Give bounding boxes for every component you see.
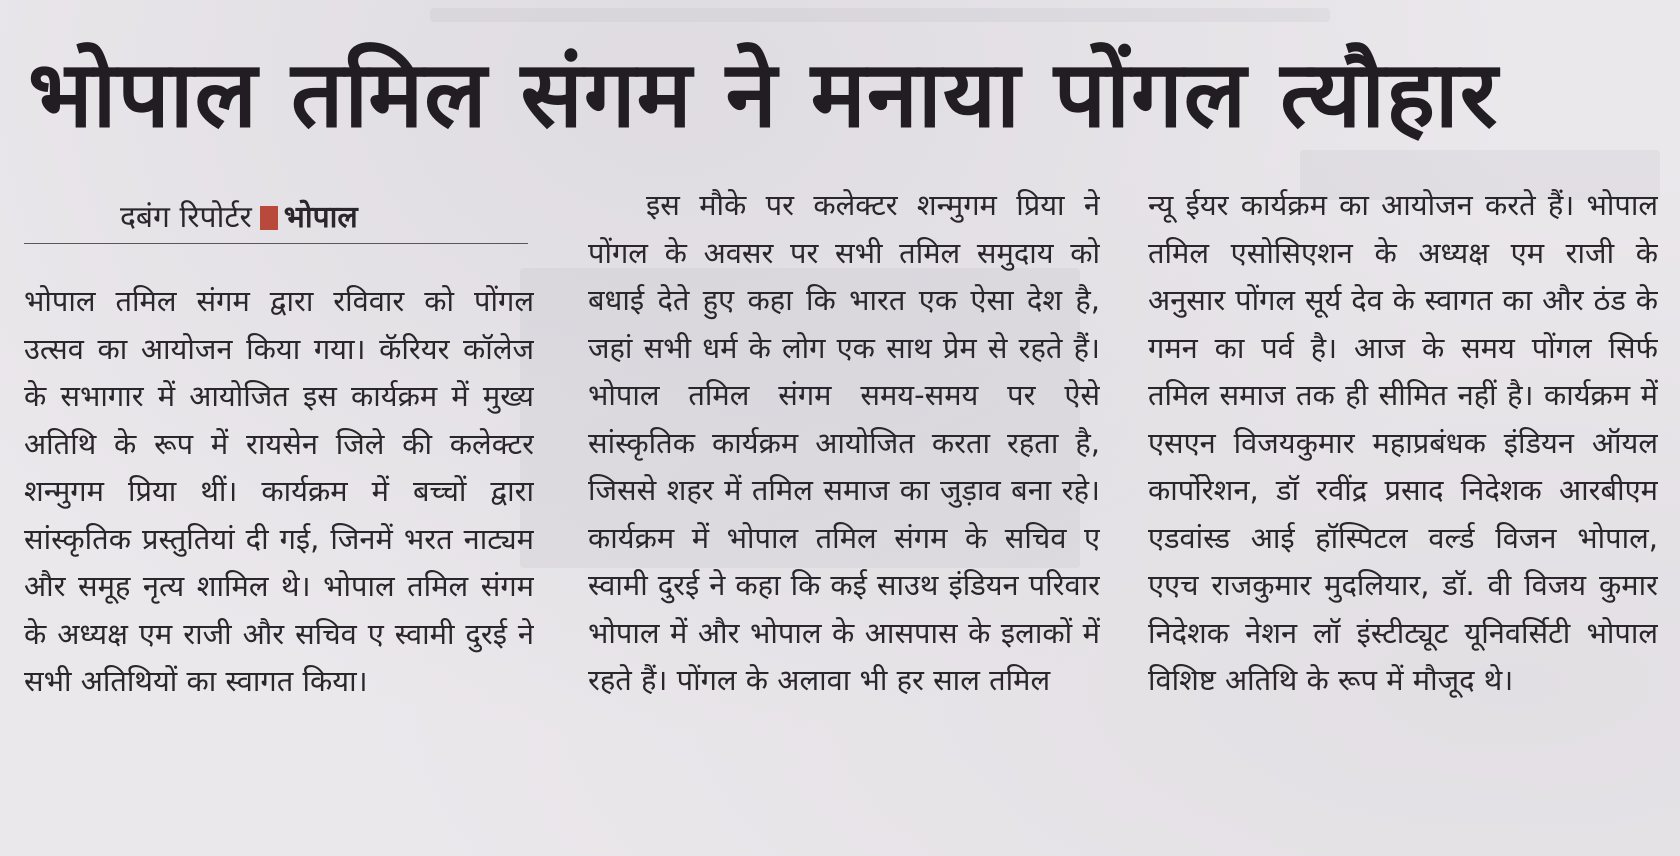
byline-reporter: दबंग रिपोर्टर	[120, 200, 252, 235]
bleed-through-mark	[430, 8, 1330, 22]
article-column-3: न्यू ईयर कार्यक्रम का आयोजन करते हैं। भोपाल तमिल एसोसिएशन के अध्यक्ष एम राजी के अनुसार पोंगल सूर्य देव के स्वागत का और ठंड के गमन का पर्व है। आज के समय पोंगल सिर्फ तमिल समाज तक ही सीमित नहीं है। कार्यक्रम में एसएन विजयकुमार महाप्रबंधक इंडियन ऑयल कार्पोरेशन, डॉ रवींद्र प्रसाद निदेशक आरबीएम एडवांस्ड आई हॉस्पिटल वर्ल्ड विजन भोपाल, एएच राजकुमार मुदलियार, डॉ. वी विजय कुमार निदेशक नेशन लॉ इंस्टीट्यूट यूनिवर्सिटी भोपाल विशिष्ट अतिथि के रूप में मौजूद थे।	[1148, 188, 1658, 697]
byline-separator-icon	[260, 206, 278, 230]
byline	[120, 196, 358, 240]
byline-city: भोपाल	[283, 200, 358, 235]
article-column-1: भोपाल तमिल संगम द्वारा रविवार को पोंगल उत्सव का आयोजन किया गया। कॅरियर कॉलेज के सभागार में आयोजित इस कार्यक्रम में मुख्य अतिथि के रूप में रायसेन जिले की कलेक्टर शन्मुगम प्रिया थीं। कार्यक्रम में बच्चों द्वारा सांस्कृतिक प्रस्तुतियां दी गई, जिनमें भरत नाट्यम और समूह नृत्य शामिल थे। भोपाल तमिल संगम के अध्यक्ष एम राजी और सचिव ए स्वामी दुरई ने सभी अतिथियों का स्वागत किया।	[24, 284, 534, 698]
headline: भोपाल तमिल संगम ने मनाया पोंगल त्यौहार	[28, 41, 1499, 148]
byline-rule	[24, 243, 528, 244]
article-column-2: इस मौके पर कलेक्टर शन्मुगम प्रिया ने पोंगल के अवसर पर सभी तमिल समुदाय को बधाई देते हुए कहा कि भारत एक ऐसा देश है, जहां सभी धर्म के लोग एक साथ प्रेम से रहते हैं। भोपाल तमिल संगम समय-समय पर ऐसे सांस्कृतिक कार्यक्रम आयोजित करता रहता है, जिससे शहर में तमिल समाज का जुड़ाव बना रहे। कार्यक्रम में भोपाल तमिल संगम के सचिव ए स्वामी दुरई ने कहा कि कई साउथ इंडियन परिवार भोपाल में और भोपाल के आसपास के इलाकों में रहते हैं। पोंगल के अलावा भी हर साल तमिल	[588, 188, 1100, 697]
